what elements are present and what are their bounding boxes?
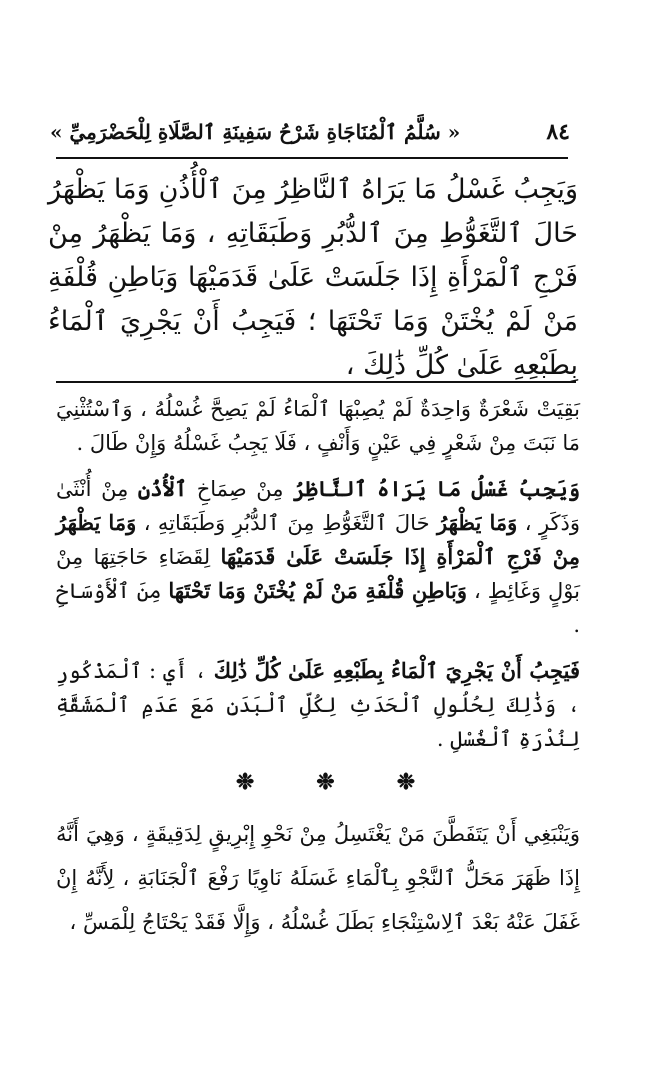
- commentary-text: مِنَ ٱلْأَوْسَاخِ .: [56, 579, 580, 637]
- quoted-matn: وَيَجِبُ غَسْلُ مَا يَرَاهُ ٱلنَّاظِرُ: [293, 476, 581, 501]
- quoted-matn: وَمَا يَظْهَرُ: [437, 510, 518, 535]
- sharh-paragraph-4: وَيَنْبَغِي أَنْ يَتَفَطَّنَ مَنْ يَغْتَسِلُ مِنْ نَحْوِ إِبْرِيقٍ لِدَقِيقَةٍ ، وَهِيَ أَنَّهُ إِذَا ظَهَرَ مَحَلُّ ٱلنَّجْوِ بِٱلْمَاءِ غَسَلَهُ نَاوِيًا رَفْعَ ٱلْجَنَابَةِ ، لِأَنَّهُ إِنْ غَفَلَ عَنْهُ بَعْدَ ٱلِاسْتِنْجَاءِ بَطَلَ غُسْلُهُ ، وَإِلَّا فَقَدْ يَحْتَاجُ لِلْمَسِّ ،: [56, 822, 580, 934]
- sharh-continuation: [56, 812, 580, 944]
- asterism-star-icon: ❉: [316, 769, 335, 795]
- commentary-text: ، أَيِ : ٱلْمَذْكُورِ ، وَذَٰلِكَ لِحُلُولِ ٱلْحَدَثِ لِكُلِّ ٱلْبَدَنِ مَعَ عَدَمِ ٱلْمَشَقَّةِ لِنُدْرَةِ ٱلْغُسْلِ .: [56, 659, 580, 751]
- matn-text-block: [48, 168, 578, 388]
- commentary-text: مِنْ صِمَاخِ: [187, 477, 294, 501]
- header-rule: [56, 157, 568, 159]
- asterism-star-icon: ❉: [235, 769, 255, 795]
- sharh-paragraph-3: [56, 654, 580, 756]
- matn-paragraph: وَيَجِبُ غَسْلُ مَا يَرَاهُ ٱلنَّاظِرُ مِنَ ٱلْأُذُنِ وَمَا يَظْهَرُ حَالَ ٱلتَّغَوُّطِ مِنَ ٱلدُّبُرِ وَطَبَقَاتِهِ ، وَمَا يَظْهَرُ مِنْ فَرْجِ ٱلْمَرْأَةِ إِذَا جَلَسَتْ عَلَىٰ قَدَمَيْهَا وَبَاطِنِ قُلْفَةِ مَنْ لَمْ يُخْتَنْ وَمَا تَحْتَهَا ؛ فَيَجِبُ أَنْ يَجْرِيَ ٱلْمَاءُ بِطَبْعِهِ عَلَىٰ كُلِّ ذَٰلِكَ ،: [48, 174, 578, 381]
- sharh-paragraph-1: بَقِيَتْ شَعْرَةٌ وَاحِدَةٌ لَمْ يُصِبْهَا ٱلْمَاءُ لَمْ يَصِحَّ غُسْلُهُ ، وَٱسْتُثْنِيَ مَا نَبَتَ مِنْ شَعْرٍ فِي عَيْنٍ وَأَنْفٍ ، فَلَا يَجِبُ غَسْلُهُ وَإِنْ طَالَ .: [56, 397, 580, 455]
- commentary-text: حَالَ ٱلتَّغَوُّطِ مِنَ ٱلدُّبُرِ وَطَبَقَاتِهِ ،: [136, 511, 438, 535]
- matn-sharh-separator: [56, 381, 576, 383]
- commentary-text: لِقَضَاءِ حَاجَتِهَا مِنْ بَوْلٍ وَغَائِطٍ ،: [56, 545, 580, 603]
- commentary-text: مِنْ أُنْثَىٰ وَذَكَرٍ ،: [56, 477, 581, 535]
- running-title: « سُلَّمُ ٱلْمُنَاجَاةِ شَرْحُ سَفِينَةِ ٱلصَّلَاةِ لِلْحَضْرَمِيِّ »: [50, 120, 461, 144]
- quoted-matn: ٱلْأُذُنِ: [137, 476, 188, 501]
- sharh-commentary: [56, 392, 580, 756]
- page-number: ٨٤: [546, 119, 570, 145]
- section-ornament: [0, 769, 651, 799]
- asterism-star-icon: ❉: [396, 769, 416, 795]
- quoted-matn: وَمَا يَظْهَرُ مِنْ فَرْجِ ٱلْمَرْأَةِ إِذَا جَلَسَتْ عَلَىٰ قَدَمَيْهَا: [56, 510, 581, 569]
- page-header: [50, 112, 570, 152]
- quoted-matn: وَبَاطِنِ قُلْفَةِ مَنْ لَمْ يُخْتَنْ وَمَا تَحْتَهَا: [168, 578, 468, 603]
- quoted-matn: فَيَجِبُ أَنْ يَجْرِيَ ٱلْمَاءُ بِطَبْعِهِ عَلَىٰ كُلِّ ذَٰلِكَ: [213, 658, 580, 683]
- sharh-paragraph-2: [56, 472, 580, 642]
